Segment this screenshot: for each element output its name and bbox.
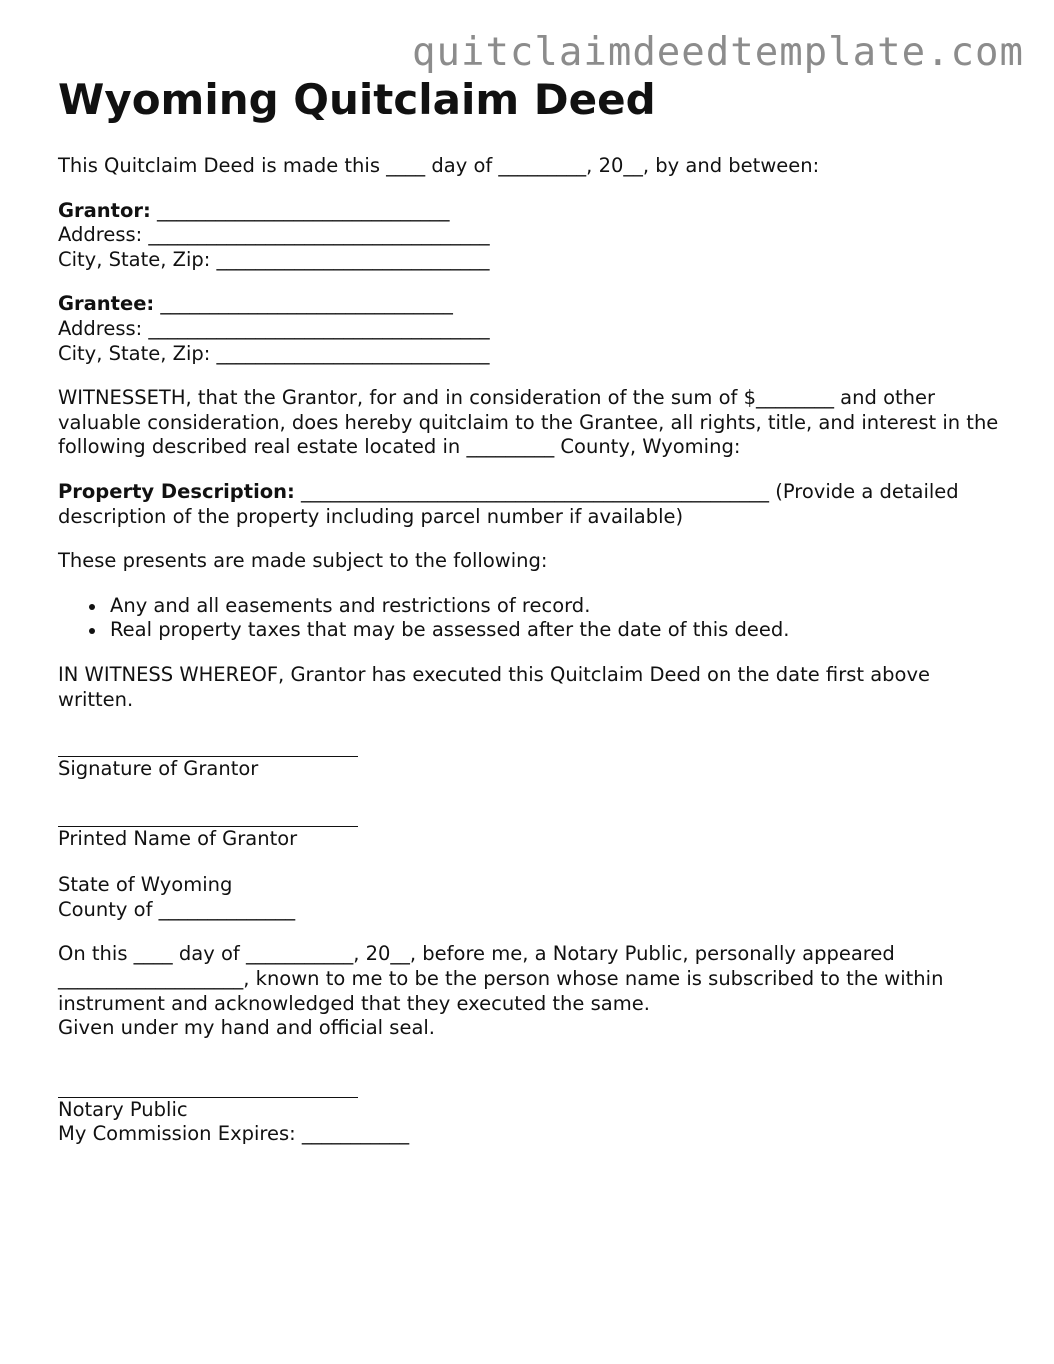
county-text: County of ______________ — [58, 897, 296, 921]
state-text: State of Wyoming — [58, 873, 233, 897]
grantee-section — [58, 292, 1008, 366]
intro-text: This Quitclaim Deed is made this ____ day of _________, 20__, by and between: — [58, 154, 820, 177]
signature-label: Signature of Grantor — [58, 757, 259, 781]
subject-intro: These presents are made subject to the following: — [58, 549, 548, 573]
notary-label: Notary Public — [58, 1097, 188, 1121]
grantor-label: Grantor: — [58, 198, 151, 222]
notary-text: On this ____ day of ___________, 20__, before me, a Notary Public, personally appeared ___________________, known to me to be the person whose name is subscribed to the within instrument and acknowledged that they executed the same. — [58, 942, 944, 1015]
watermark: quitclaimdeedtemplate.com — [412, 30, 1024, 75]
grantor-city: City, State, Zip: ____________________________ — [58, 247, 490, 271]
venue-section — [58, 873, 1008, 922]
document-title: Wyoming Quitclaim Deed — [58, 75, 656, 124]
printed-name-block — [58, 804, 1008, 852]
grantor-address: Address: ___________________________________ — [58, 223, 490, 247]
grantee-label: Grantee: — [58, 292, 155, 316]
grantee-address: Address: ___________________________________ — [58, 316, 490, 340]
grantee-city: City, State, Zip: ____________________________ — [58, 341, 490, 365]
subject-list — [58, 594, 1008, 643]
in-witness-paragraph: IN WITNESS WHEREOF, Grantor has executed this Quitclaim Deed on the date first above written. — [58, 662, 931, 711]
grantee-name-line — [58, 292, 1008, 317]
signature-line — [58, 734, 358, 757]
list-item: Any and all easements and restrictions of record. — [110, 594, 1008, 619]
notary-signature-block — [58, 1075, 1008, 1147]
notary-signature-line — [58, 1075, 358, 1098]
printed-name-label: Printed Name of Grantor — [58, 826, 298, 850]
grantee-name-blank: ______________________________ — [154, 292, 453, 316]
grantor-signature-block — [58, 734, 1008, 782]
grantor-name-blank: ______________________________ — [150, 198, 450, 222]
grantor-name-line — [58, 199, 1008, 224]
document-page — [58, 74, 1008, 1169]
grantor-section — [58, 199, 1008, 273]
witnesseth-paragraph: WITNESSETH, that the Grantor, for and in consideration of the sum of $________ and other valuable consideration, does hereby quitclaim to the Grantee, all rights, title, and interest in the following described real estate located in _________ County, Wyoming: — [58, 386, 999, 459]
commission-expires: My Commission Expires: ___________ — [58, 1122, 410, 1146]
notary-acknowledgment — [58, 942, 1008, 1040]
list-item: Real property taxes that may be assessed after the date of this deed. — [110, 618, 1008, 643]
printed-name-line — [58, 804, 358, 827]
property-description — [58, 480, 1008, 529]
notary-seal-text: Given under my hand and official seal. — [58, 1016, 436, 1040]
property-text: ________________________________________________ (Provide a detailed description of the property including parcel number if available) — [58, 479, 959, 528]
property-label: Property Description: — [58, 479, 295, 503]
